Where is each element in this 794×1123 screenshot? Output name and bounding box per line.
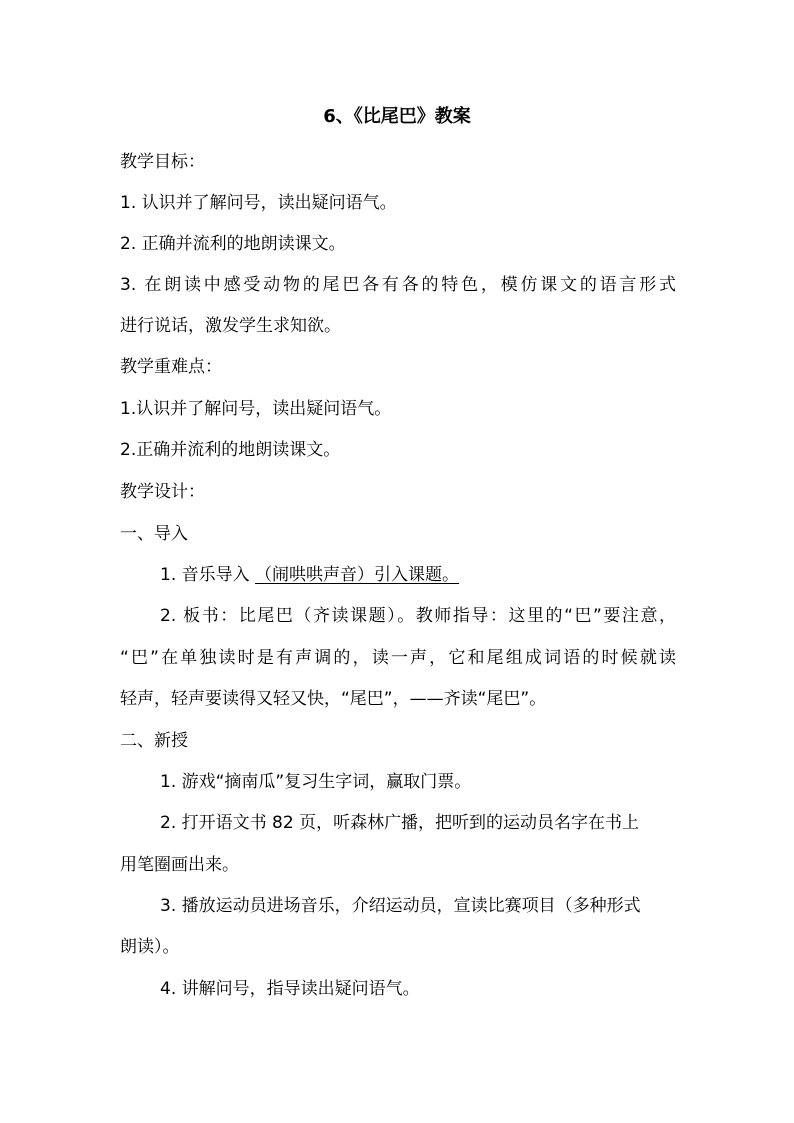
section2-heading: 二、新授 (120, 731, 188, 751)
section1-item2-line2: “巴”在单独读时是有声调的，读一声，它和尾组成词语的时候就读 (120, 648, 676, 668)
section1-item2-line3: 轻声，轻声要读得又轻又快，“尾巴”，——齐读“尾巴”。 (120, 689, 547, 709)
section2-item3-line2: 朗读）。 (120, 937, 180, 957)
section2-item3-line1: 3. 播放运动员进场音乐，介绍运动员，宣读比赛项目（多种形式 (160, 896, 641, 916)
section2-item1: 1. 游戏“摘南瓜”复习生字词，赢取门票。 (160, 772, 472, 792)
section1-heading: 一、导入 (120, 524, 188, 544)
goals-heading: 教学目标： (120, 152, 205, 172)
section1-item2-line1: 2. 板书：比尾巴（齐读课题）。教师指导：这里的“巴”要注意， (160, 606, 676, 626)
goal-item-2: 2. 正确并流利的地朗读课文。 (120, 234, 346, 254)
goal-item-1: 1. 认识并了解问号，读出疑问语气。 (120, 193, 397, 213)
goal-item-3: 3. 在朗读中感受动物的尾巴各有各的特色，模仿课文的语言形式 (120, 275, 676, 295)
key-points-heading: 教学重难点： (120, 357, 222, 377)
section2-item2-line2: 用笔圈画出来。 (120, 855, 239, 875)
section1-item1-underlined: （闹哄哄声音）引入课题。 (255, 565, 460, 585)
document-title: 6、《比尾巴》教案 (323, 106, 471, 127)
design-heading: 教学设计： (120, 482, 205, 502)
key-point-item-2: 2.正确并流利的地朗读课文。 (120, 440, 341, 460)
section1-item1-prefix: 1. 音乐导入 (160, 565, 256, 585)
goal-item-3-continued: 进行说话，激发学生求知欲。 (120, 316, 341, 336)
section2-item4: 4. 讲解问号，指导读出疑问语气。 (160, 979, 420, 999)
key-point-item-1: 1.认识并了解问号，读出疑问语气。 (120, 399, 392, 419)
section1-item1 (160, 563, 676, 587)
section2-item2-line1: 2. 打开语文书 82 页，听森林广播，把听到的运动员名字在书上 (160, 813, 640, 833)
